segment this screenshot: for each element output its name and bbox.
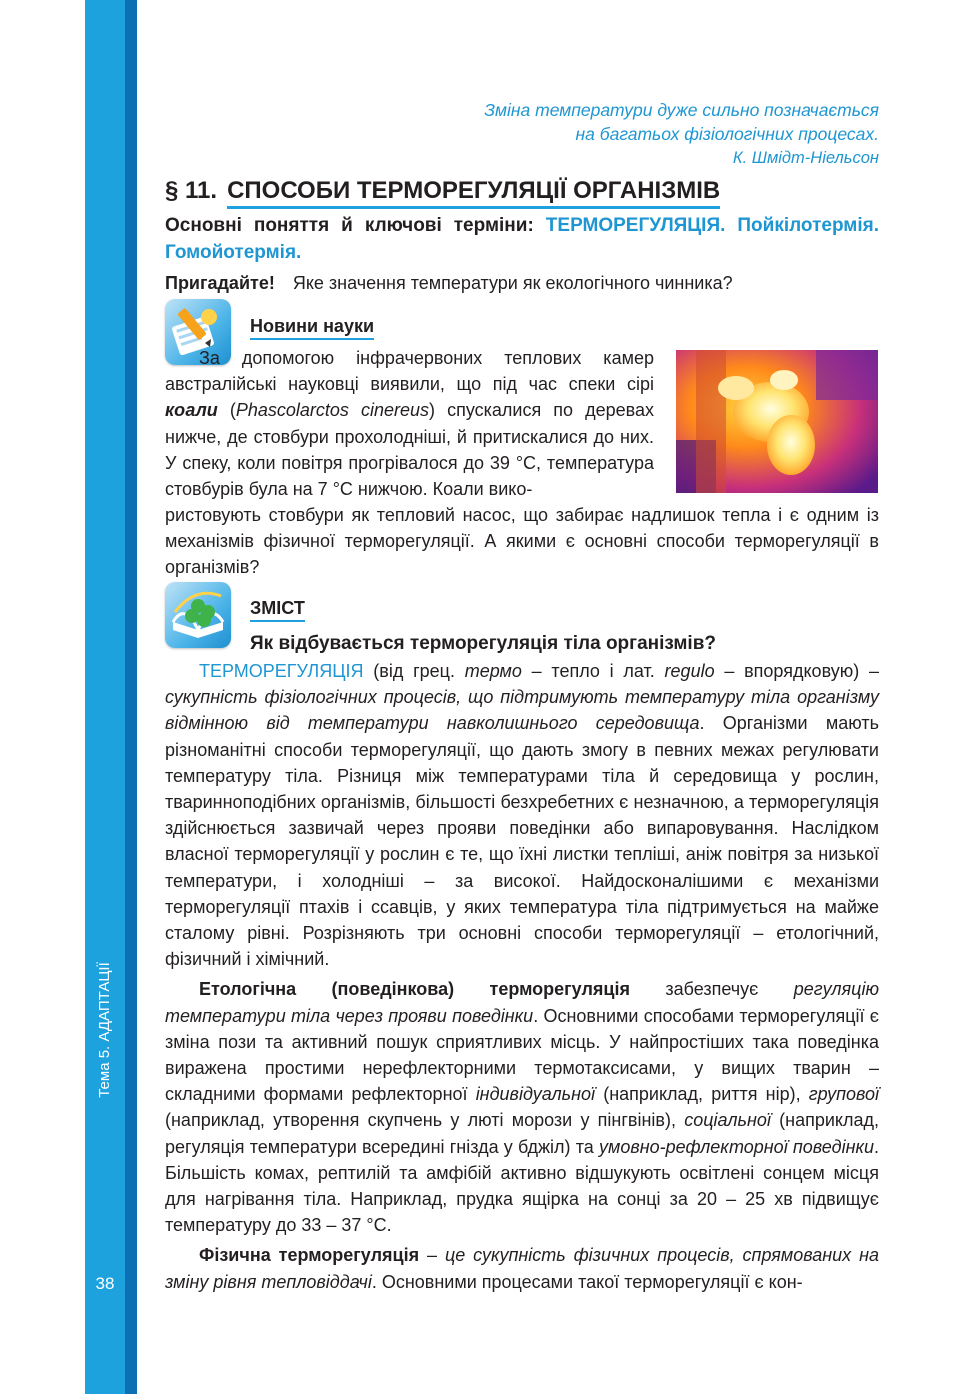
text-run: (від грец. — [363, 661, 465, 681]
news-paragraph-2: ристовують стовбури як тепловий насос, що забирає надлишок тепла і є одним із механізмів фізичної терморегуляції. А якими є основні способи терморегуляції в організмів? — [165, 505, 879, 578]
remember-label: Пригадайте! — [165, 273, 275, 293]
definition-italic: це сукупність фізичних процесів, спрямованих на зміну рівня тепловіддачі — [165, 1245, 880, 1292]
text-run: . Організми мають різноманітні способи терморегуляції, що дають змогу в певних межах регулювати температуру тіла. Різниця між температурами тіла й середовища у рослин, тваринноподібних організмів, більшості безхребетних є незначною, а терморегуляція здійснюється зазвичай через прояви поведінки або випаровування. Наслідком власної терморегуляції у рослин є те, що їхні листки тепліші, аніж повітря за низької температури, і холодніші – за високої. Найдосконалішими є механізми терморегуляції птахів і ссавців, у яких температура тіла підтримується на майже сталому рівні. Розрізняють три основні способи терморегуляції – етологічний, фізичний і хімічний. — [165, 713, 879, 970]
news-text — [165, 345, 654, 502]
page-margin — [0, 0, 85, 1394]
news-text-c: ) спускалися по деревах нижче, де стовбури прохолодніші, й притискалися до них. У спеку, коли повітря прогрівалося до 39 °С, температура стовбурів була на 7 °С нижчою. Коали вико- — [165, 400, 655, 500]
news-text-continued — [165, 502, 879, 581]
text-run: . Основними способами терморегуляції є зміна пози та активний пошук сприятливих місць. У найпростіших така поведінка виражена простими нерефлекторними термотаксисами, у вищих тварин – складними формами рефлекторної — [165, 1005, 879, 1105]
text-run: забезпечує — [629, 979, 794, 1000]
remember-block — [165, 270, 879, 296]
page-number: 38 — [95, 1274, 115, 1293]
definition-italic: сукупність фізіологічних процесів, що підтримують температуру тіла організму відмінною від температури навколишнього середовища — [165, 687, 879, 734]
news-heading: Новини науки — [250, 314, 374, 340]
definition-italic: регуляцію температури тіла через прояви поведінки — [165, 979, 879, 1026]
key-terms-list: ТЕРМОРЕГУЛЯЦІЯ. Пойкілотермія. Гомойотермія. — [165, 215, 879, 263]
epigraph-author: К. Шмідт-Ніельсон — [732, 149, 879, 167]
main-body — [165, 658, 879, 1295]
koala-term: коали — [165, 400, 218, 421]
text-run-italic: regulo — [664, 661, 715, 681]
content-heading: ЗМІСТ — [250, 596, 305, 622]
text-run: (наприклад, регуляція температури всередині гнізда у бджіл) та — [165, 1110, 879, 1157]
sidebar-band — [85, 0, 125, 1394]
key-terms-label: Основні поняття й ключові терміни: — [165, 215, 534, 236]
paragraph-thermoregulation — [165, 658, 879, 972]
thermal-koala-image — [676, 350, 878, 493]
text-run-italic: групової — [808, 1084, 879, 1105]
text-run-italic: термо — [464, 661, 522, 681]
latin-name: Phascolarctos cinereus — [235, 400, 430, 421]
text-run: – — [419, 1245, 445, 1266]
term-physical: Фізична терморегуляція — [199, 1245, 420, 1266]
paragraph-physical — [165, 1242, 879, 1294]
term-ethological: Етологічна (поведінкова) терморегуляція — [199, 979, 630, 1000]
content-subheading: Як відбувається терморегуляція тіла організмів? — [250, 633, 716, 654]
epigraph — [165, 98, 879, 170]
text-run: . Основними процесами такої терморегуляції є кон- — [371, 1271, 803, 1292]
epigraph-line: Зміна температури дуже сильно позначається — [484, 100, 879, 120]
text-run: – впорядковую) – — [714, 661, 879, 681]
remember-question: Яке значення температури як екологічного чинника? — [292, 273, 733, 293]
key-terms — [165, 212, 879, 266]
text-run: . Більшість комах, рептилій та амфібій активно відшукують освітлені сонцем місця для нагрівання тіла. Наприклад, прудка ящірка на сонці за 20 – 25 хв підвищує температуру до 33 – 37 °С. — [165, 1136, 879, 1236]
text-run-italic: індивідуальної — [475, 1084, 596, 1105]
term-thermoregulation: ТЕРМОРЕГУЛЯЦІЯ — [199, 661, 364, 681]
book-clover-icon — [165, 582, 231, 648]
section-title-text: СПОСОБИ ТЕРМОРЕГУЛЯЦІЇ ОРГАНІЗМІВ — [227, 177, 720, 209]
section-title — [165, 175, 879, 207]
topic-label: Тема 5. АДАПТАЦІЇ — [96, 962, 113, 1098]
section-number: § 11. — [165, 177, 218, 204]
text-run: (наприклад, утворення скупчень у люті морози у пінгвінів), — [165, 1110, 685, 1131]
text-run-italic: умовно-рефлекторної поведінки — [598, 1136, 874, 1157]
news-text-a: За допомогою інфрачервоних теплових камер австралійські науковці виявили, що під час спеки сірі — [165, 348, 654, 395]
text-run: (наприклад, риття нір), — [595, 1084, 809, 1105]
text-run-italic: соціальної — [684, 1110, 771, 1131]
epigraph-line: на багатьох фізіологічних процесах. — [575, 124, 879, 144]
news-text-b: ( — [217, 400, 236, 421]
text-run: – тепло і лат. — [521, 661, 665, 681]
sidebar-band-dark — [125, 0, 137, 1394]
paragraph-ethological — [165, 976, 879, 1238]
